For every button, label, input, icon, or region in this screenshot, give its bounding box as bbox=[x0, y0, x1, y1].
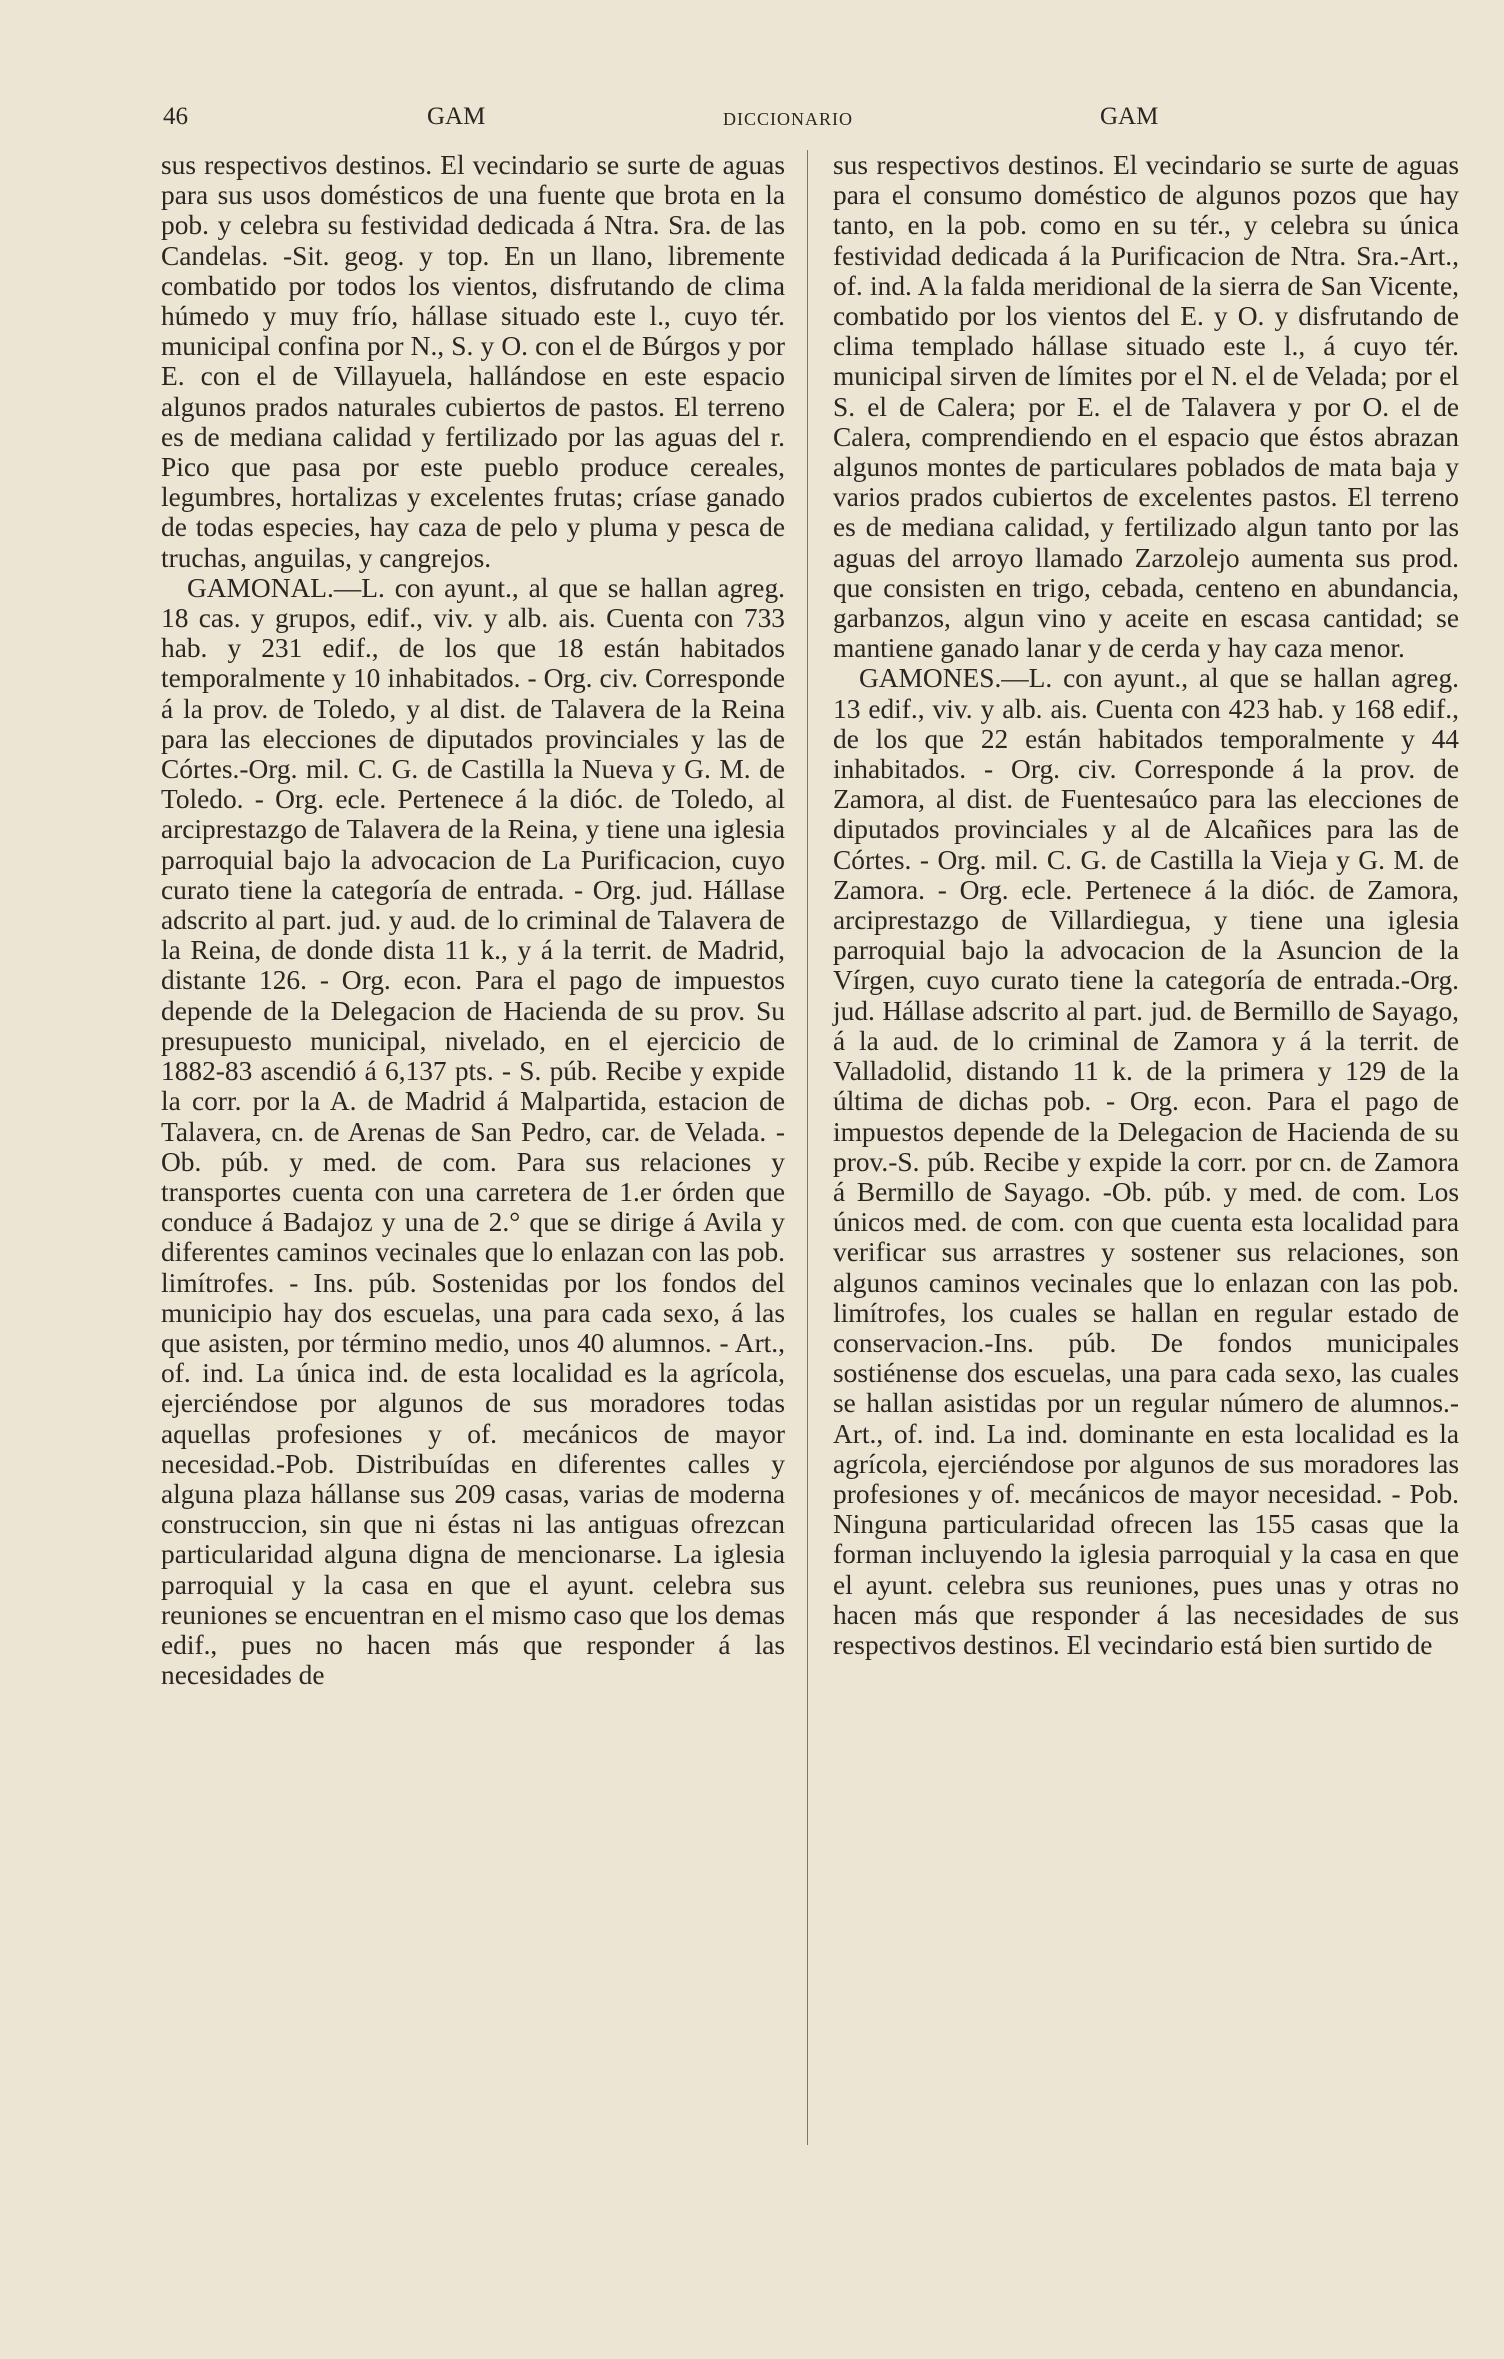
left-headword: GAM bbox=[427, 103, 486, 130]
left-paragraph-continuation: sus respectivos destinos. El vecindario se surte de aguas para sus usos domésticos de una fuente que brota en la pob. y celebra su festividad dedicada á Ntra. Sra. de las Candelas. -Sit. geog. y top. En un llano, libremente combatido por todos los vientos, disfrutando de clima húmedo y muy frío, hállase situado este l., cuyo tér. municipal confina por N., S. y O. con el de Búrgos y por E. con el de Villayuela, hallándose en este espacio algunos prados naturales cubiertos de pastos. El terreno es de mediana calidad y fertilizado por las aguas del r. Pico que pasa por este pueblo produce cereales, legumbres, hortalizas y excelentes frutas; críase ganado de todas especies, hay caza de pelo y pluma y pesca de truchas, anguilas, y cangrejos. bbox=[161, 150, 785, 573]
column-divider bbox=[807, 150, 808, 2145]
entry-gamones: GAMONES.—L. con ayunt., al que se hallan agreg. 13 edif., viv. y alb. ais. Cuenta con 423 hab. y 168 edif., de los que 22 están habitados temporalmente y 44 inhabitados. - Org. civ. Corresponde á la prov. de Zamora, al dist. de Fuentesaúco para las elecciones de diputados provinciales y al de Alcañices para las de Córtes. - Org. mil. C. G. de Castilla la Vieja y G. M. de Zamora. - Org. ecle. Pertenece á la dióc. de Zamora, arciprestazgo de Villardiegua, y tiene una iglesia parroquial bajo la advocacion de la Asuncion de la Vírgen, cuyo curato tiene la categoría de entrada.-Org. jud. Hállase adscrito al part. jud. de Bermillo de Sayago, á la aud. de lo criminal de Zamora y á la territ. de Valladolid, distando 11 k. de la primera y 129 de la última de dichas pob. - Org. econ. Para el pago de impuestos depende de la Delegacion de Hacienda de su prov.-S. púb. Recibe y expide la corr. por cn. de Zamora á Bermillo de Sayago. -Ob. púb. y med. de com. Los únicos med. de com. con que cuenta esta localidad para verificar sus arrastres y sostener sus relaciones, son algunos caminos vecinales que lo enlazan con las pob. limítrofes, los cuales se hallan en regular estado de conservacion.-Ins. púb. De fondos municipales sostiénense dos escuelas, una para cada sexo, las cuales se hallan asistidas por un regular número de alumnos.- Art., of. ind. La ind. dominante en esta localidad es la agrícola, ejerciéndose por algunos de sus moradores las profesiones y of. mecánicos de mayor necesidad. - Pob. Ninguna particularidad ofrecen las 155 casas que la forman incluyendo la iglesia parroquial y la casa en que el ayunt. celebra sus reuniones, pues unas y otras no hacen más que responder á las necesidades de sus respectivos destinos. El vecindario está bien surtido de bbox=[833, 663, 1459, 1660]
right-column bbox=[833, 150, 1459, 1660]
right-paragraph-continuation: sus respectivos destinos. El vecindario se surte de aguas para el consumo doméstico de algunos pozos que hay tanto, en la pob. como en su tér., y celebra su única festividad dedicada á la Purificacion de Ntra. Sra.-Art., of. ind. A la falda meridional de la sierra de San Vicente, combatido por los vientos del E. y O. y disfrutando de clima templado hállase situado este l., á cuyo tér. municipal sirven de límites por el N. el de Velada; por el S. el de Calera; por E. el de Talavera y por O. el de Calera, comprendiendo en el espacio que éstos abrazan algunos montes de particulares poblados de mata baja y varios prados cubiertos de excelentes pastos. El terreno es de mediana calidad, y fertilizado algun tanto por las aguas del arroyo llamado Zarzolejo aumenta sus prod. que consisten en trigo, cebada, centeno en abundancia, garbanzos, algun vino y aceite en escasa cantidad; se mantiene ganado lanar y de cerda y hay caza menor. bbox=[833, 150, 1459, 664]
running-header bbox=[163, 103, 1340, 143]
left-column bbox=[161, 150, 785, 1690]
right-headword: GAM bbox=[1100, 103, 1159, 130]
page-number: 46 bbox=[163, 103, 188, 130]
entry-gamonal: GAMONAL.—L. con ayunt., al que se hallan agreg. 18 cas. y grupos, edif., viv. y alb. ais. Cuenta con 733 hab. y 231 edif., de los que 18 están habitados temporalmente y 10 inhabitados. - Org. civ. Corresponde á la prov. de Toledo, y al dist. de Talavera de la Reina para las elecciones de diputados provinciales y las de Córtes.-Org. mil. C. G. de Castilla la Nueva y G. M. de Toledo. - Org. ecle. Pertenece á la dióc. de Toledo, al arciprestazgo de Talavera de la Reina, y tiene una iglesia parroquial bajo la advocacion de La Purificacion, cuyo curato tiene la categoría de entrada. - Org. jud. Hállase adscrito al part. jud. y aud. de lo criminal de Talavera de la Reina, de donde dista 11 k., y á la territ. de Madrid, distante 126. - Org. econ. Para el pago de impuestos depende de la Delegacion de Hacienda de su prov. Su presupuesto municipal, nivelado, en el ejercicio de 1882-83 ascendió á 6,137 pts. - S. púb. Recibe y expide la corr. por la A. de Madrid á Malpartida, estacion de Talavera, cn. de Arenas de San Pedro, car. de Velada. - Ob. púb. y med. de com. Para sus relaciones y transportes cuenta con una carretera de 1.er órden que conduce á Badajoz y una de 2.° que se dirige á Avila y diferentes caminos vecinales que lo enlazan con las pob. limítrofes. - Ins. púb. Sostenidas por los fondos del municipio hay dos escuelas, una para cada sexo, á las que asisten, por término medio, unos 40 alumnos. - Art., of. ind. La única ind. de esta localidad es la agrícola, ejerciéndose por algunos de sus moradores todas aquellas profesiones y of. mecánicos de mayor necesidad.-Pob. Distribuídas en diferentes calles y alguna plaza hállanse sus 209 casas, varias de moderna construccion, sin que ni éstas ni las antiguas ofrezcan particularidad alguna digna de mencionarse. La iglesia parroquial y la casa en que el ayunt. celebra sus reuniones se encuentran en el mismo caso que los demas edif., pues no hacen más que responder á las necesidades de bbox=[161, 572, 785, 1691]
center-title: DICCIONARIO bbox=[723, 109, 853, 129]
